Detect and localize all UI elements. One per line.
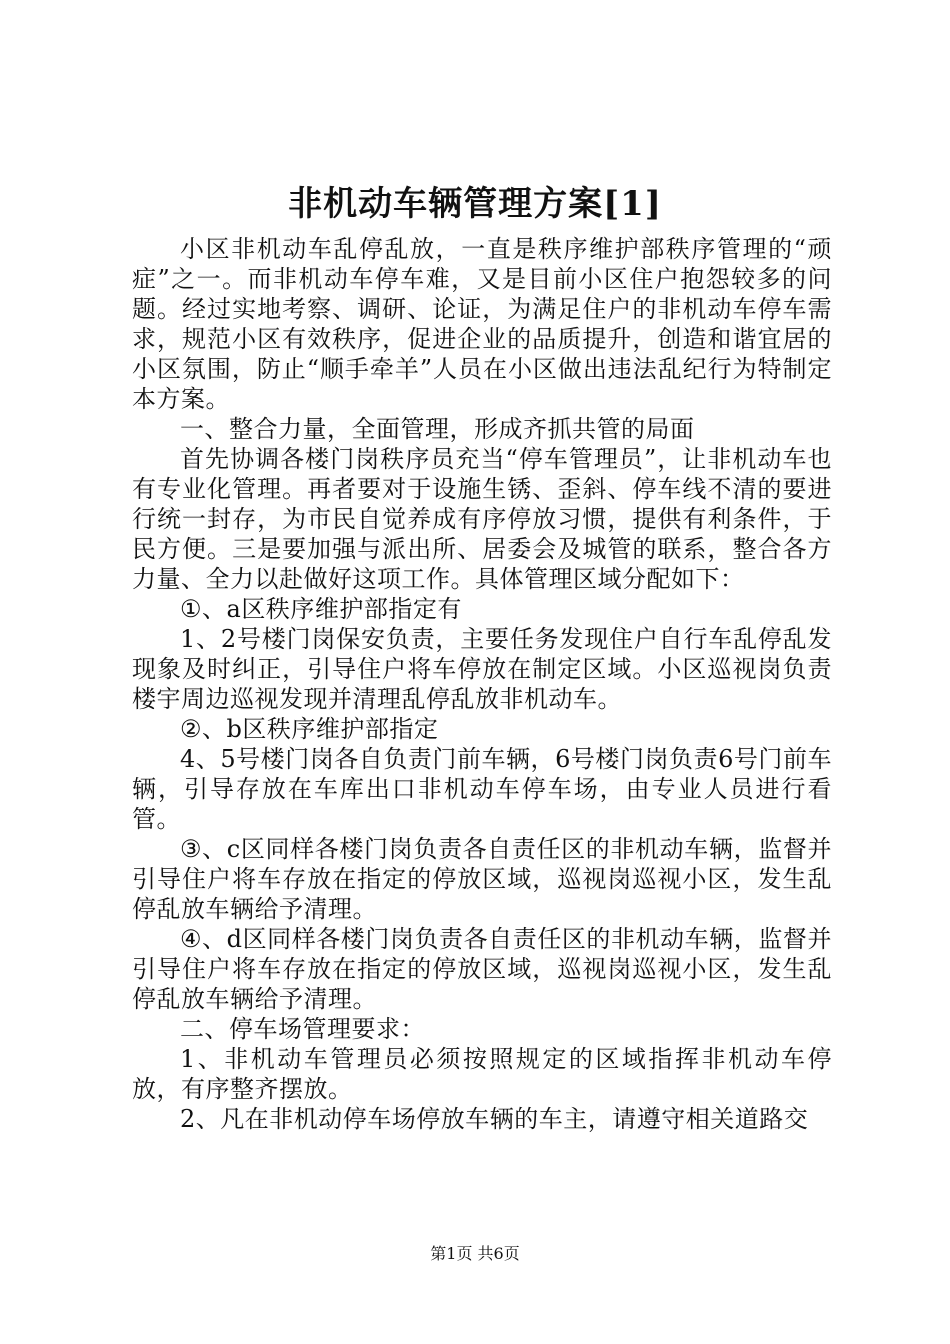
paragraph-area-a: 1、2号楼门岗保安负责，主要任务发现住户自行车乱停乱发现象及时纠正，引导住户将车停放在制定区域。小区巡视岗负责楼宇周边巡视发现并清理乱停乱放非机动车。: [132, 625, 832, 713]
paragraph-area-d: ④、d区同样各楼门岗负责各自责任区的非机动车辆，监督并引导住户将车存放在指定的停放区域，巡视岗巡视小区，发生乱停乱放车辆给予清理。: [132, 925, 832, 1013]
paragraph-intro: 小区非机动车乱停乱放，一直是秩序维护部秩序管理的“顽症”之一。而非机动车停车难，又是目前小区住户抱怨较多的问题。经过实地考察、调研、论证，为满足住户的非机动车停车需求，规范小区有效秩序，促进企业的品质提升，创造和谐宜居的小区氛围，防止“顺手牵羊”人员在小区做出违法乱纪行为特制定本方案。: [132, 235, 832, 413]
area-a-heading: ①、a区秩序维护部指定有: [180, 595, 462, 623]
document-body: [132, 234, 832, 1134]
section-heading-2: 二、停车场管理要求：: [180, 1015, 425, 1043]
area-b-heading: ②、b区秩序维护部指定: [180, 715, 439, 743]
section-heading-1: 一、整合力量，全面管理，形成齐抓共管的局面: [180, 415, 695, 443]
document-title: 非机动车辆管理方案[1]: [288, 184, 662, 224]
paragraph-coordination: 首先协调各楼门岗秩序员充当“停车管理员”，让非机动车也有专业化管理。再者要对于设施生锈、歪斜、停车线不清的要进行统一封存，为市民自觉养成有序停放习惯，提供有利条件，于民方便。三是要加强与派出所、居委会及城管的联系，整合各方力量、全力以赴做好这项工作。具体管理区域分配如下：: [132, 445, 832, 593]
requirement-1: 1、非机动车管理员必须按照规定的区域指挥非机动车停放，有序整齐摆放。: [132, 1045, 832, 1103]
page-footer: 第1页 共6页: [430, 1244, 520, 1263]
paragraph-area-b: 4、5号楼门岗各自负责门前车辆，6号楼门岗负责6号门前车辆，引导存放在车库出口非机动车停车场，由专业人员进行看管。: [132, 745, 832, 833]
requirement-2: 2、凡在非机动停车场停放车辆的车主，请遵守相关道路交: [180, 1105, 809, 1133]
paragraph-area-c: ③、c区同样各楼门岗负责各自责任区的非机动车辆，监督并引导住户将车存放在指定的停放区域，巡视岗巡视小区，发生乱停乱放车辆给予清理。: [132, 835, 832, 923]
